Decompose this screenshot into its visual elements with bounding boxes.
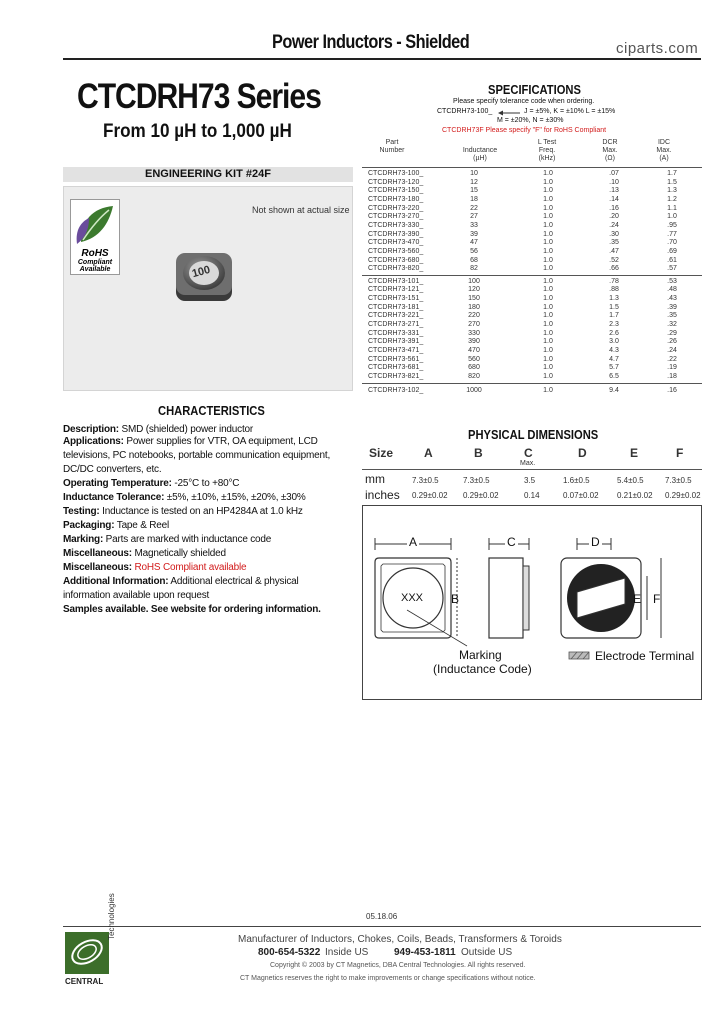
spec-cell-part: CTCDRH73-561_	[368, 355, 424, 363]
spec-cell-dcr: 1.7	[609, 312, 619, 320]
spec-cell-ind: 100	[468, 277, 480, 285]
spec-table-row	[362, 321, 702, 329]
rohs-order-note: CTCDRH73F Please specify "F" for RoHS Compliant	[442, 127, 607, 134]
revision-date: 05.18.06	[366, 912, 398, 921]
dim-label-e: E	[633, 592, 642, 606]
spec-cell-freq: 1.0	[543, 178, 553, 186]
characteristic-label: Additional Information:	[63, 576, 169, 587]
dimension-value-inches: 0.29±0.02	[412, 491, 448, 500]
spec-cell-freq: 1.0	[543, 221, 553, 229]
side-view-outline	[489, 538, 529, 638]
spec-cell-part: CTCDRH73-391_	[368, 338, 424, 346]
dimensions-rule	[362, 469, 702, 470]
characteristic-label: Marking:	[63, 534, 104, 545]
spec-cell-part: CTCDRH73-100_	[368, 170, 424, 177]
spec-cell-freq: 1.0	[543, 295, 553, 303]
spec-cell-idc: .22	[667, 355, 677, 363]
spec-table-row	[362, 239, 702, 247]
spec-table-row	[362, 213, 702, 221]
characteristic-line	[63, 590, 209, 602]
characteristic-label: Miscellaneous:	[63, 562, 132, 573]
dimension-header: D	[578, 446, 587, 460]
spec-cell-idc: .35	[667, 312, 677, 320]
spec-cell-dcr: 4.3	[609, 347, 619, 354]
characteristic-line	[63, 562, 246, 574]
spec-cell-part: CTCDRH73-221_	[368, 312, 424, 320]
spec-table-row	[362, 312, 702, 320]
header-divider	[63, 58, 701, 60]
spec-cell-idc: .24	[667, 347, 677, 354]
spec-cell-dcr: 1.5	[609, 303, 619, 311]
characteristic-value: Inductance is tested on an HP4284A at 1.0 kHz	[102, 506, 303, 517]
characteristic-line	[63, 534, 271, 546]
arrow-icon	[498, 110, 520, 116]
dimension-value-inches: 0.14	[524, 491, 540, 500]
characteristic-line	[63, 436, 318, 448]
spec-cell-idc: .57	[667, 265, 677, 273]
spec-table-row	[362, 196, 702, 204]
spec-cell-dcr: .88	[609, 286, 619, 294]
spec-cell-dcr: 1.3	[609, 295, 619, 303]
marking-code: XXX	[401, 592, 424, 604]
spec-table-row	[362, 373, 702, 381]
characteristic-line	[63, 506, 303, 518]
dimension-header: A	[424, 446, 433, 460]
dimension-value-mm: 3.5	[524, 476, 536, 485]
characteristic-label: Testing:	[63, 506, 100, 517]
dimension-value-mm: 7.3±0.5	[412, 476, 439, 485]
dimension-value-mm: 1.6±0.5	[563, 476, 590, 485]
series-title: CTCDRH73 Series	[77, 77, 321, 116]
spec-column-header: (Ω)	[605, 155, 615, 162]
spec-cell-idc: 1.5	[667, 178, 677, 186]
characteristic-value: -25°C to +80°C	[174, 478, 240, 489]
dimension-value-inches: 0.29±0.02	[463, 491, 499, 500]
spec-cell-ind: 82	[470, 265, 478, 273]
header-title: Power Inductors - Shielded	[272, 32, 470, 53]
spec-table-row	[362, 257, 702, 265]
spec-cell-part: CTCDRH73-680_	[368, 256, 424, 264]
spec-cell-freq: 1.0	[543, 355, 553, 363]
spec-cell-freq: 1.0	[543, 247, 553, 255]
characteristic-value: Power supplies for VTR, OA equipment, LCD	[126, 436, 318, 447]
dimension-value-mm: 7.3±0.5	[665, 476, 692, 485]
characteristic-value: Additional electrical & physical	[170, 576, 299, 587]
spec-cell-freq: 1.0	[543, 187, 553, 195]
spec-cell-dcr: .16	[609, 204, 619, 212]
dimension-header: Size	[369, 446, 394, 460]
footer-inside-label: Inside US	[325, 947, 369, 958]
top-view-outline	[375, 538, 460, 638]
footer-outside-label: Outside US	[461, 947, 513, 958]
characteristic-label: Samples available. See website for ordering information.	[63, 604, 321, 615]
characteristic-label: Description:	[63, 424, 119, 435]
spec-cell-idc: .18	[667, 372, 677, 380]
electrode-label: Electrode Terminal	[595, 649, 695, 663]
characteristic-label: Operating Temperature:	[63, 478, 172, 489]
spec-cell-idc: .29	[667, 329, 677, 337]
spec-table-row	[362, 304, 702, 312]
spec-cell-part: CTCDRH73-390_	[368, 230, 424, 238]
spec-cell-freq: 1.0	[543, 303, 553, 311]
spec-cell-idc: .39	[667, 303, 677, 311]
dimension-value-inches: 0.21±0.02	[617, 491, 653, 500]
spec-cell-freq: 1.0	[543, 321, 553, 329]
bottom-view-outline	[561, 538, 661, 638]
characteristic-line	[63, 424, 253, 436]
spec-column-header: IDC	[657, 139, 671, 146]
characteristic-line	[63, 464, 161, 476]
spec-cell-dcr: .10	[609, 178, 619, 186]
spec-cell-freq: 1.0	[543, 204, 553, 212]
spec-cell-idc: 1.2	[667, 195, 677, 203]
engineering-kit-label: ENGINEERING KIT #24F	[63, 167, 353, 182]
spec-cell-ind: 330	[468, 329, 480, 337]
specifications-title: SPECIFICATIONS	[488, 82, 581, 97]
spec-cell-part: CTCDRH73-471_	[368, 347, 424, 354]
dimension-drawing	[362, 505, 702, 700]
spec-column-header: DCR	[602, 139, 618, 146]
characteristic-line	[63, 576, 299, 588]
spec-cell-dcr: .24	[609, 221, 619, 229]
spec-table-row	[362, 278, 702, 286]
characteristic-line	[63, 604, 321, 616]
spec-cell-dcr: 6.5	[609, 372, 619, 380]
rohs-compliant	[71, 259, 119, 273]
spec-table-row	[362, 286, 702, 294]
inductor-image	[172, 249, 236, 310]
dim-label-c: C	[507, 535, 516, 549]
spec-table-row	[362, 295, 702, 303]
footer-divider	[63, 926, 701, 927]
spec-cell-dcr: 2.6	[609, 329, 619, 337]
spec-cell-dcr: .07	[609, 170, 619, 177]
spec-cell-dcr: .20	[609, 213, 619, 221]
spec-cell-freq: 1.0	[543, 364, 553, 372]
characteristic-value: televisions, PC notebooks, portable communication equipment,	[63, 450, 331, 461]
spec-cell-ind: 820	[468, 372, 480, 380]
spec-cell-idc: .16	[667, 386, 677, 394]
spec-cell-part: CTCDRH73-101_	[368, 277, 424, 285]
marking-sublabel: (Inductance Code)	[433, 662, 532, 676]
dimension-header: E	[630, 446, 639, 460]
spec-table-row	[362, 364, 702, 372]
dimension-value-inches: 0.07±0.02	[563, 491, 599, 500]
dimensions-title: PHYSICAL DIMENSIONS	[468, 427, 599, 442]
dimension-value-inches: 0.29±0.02	[665, 491, 701, 500]
spec-cell-part: CTCDRH73-220_	[368, 204, 424, 212]
spec-cell-ind: 68	[470, 256, 478, 264]
spec-table-row	[362, 205, 702, 213]
spec-cell-ind: 470	[468, 347, 480, 354]
spec-column-header: (A)	[659, 155, 669, 162]
spec-column-header: Part	[385, 139, 399, 146]
rohs-title: RoHS	[81, 248, 109, 259]
central-logo	[63, 893, 121, 993]
footer-phone-outside[interactable]: 949-453-1811	[394, 947, 456, 958]
spec-cell-idc: .43	[667, 295, 677, 303]
characteristic-value: information available upon request	[63, 590, 210, 601]
dimension-header: C	[524, 446, 533, 460]
logo-text: CENTRAL	[65, 977, 104, 986]
series-range: From 10 µH to 1,000 µH	[103, 121, 292, 142]
spec-cell-freq: 1.0	[543, 213, 553, 221]
spec-cell-idc: .53	[667, 277, 677, 285]
spec-cell-dcr: .52	[609, 256, 619, 264]
dim-label-d: D	[591, 535, 600, 549]
spec-cell-ind: 56	[470, 247, 478, 255]
footer-notice: CT Magnetics reserves the right to make improvements or change specifications without notice.	[240, 975, 536, 982]
dimensions-inches-label: inches	[365, 488, 400, 502]
spec-cell-part: CTCDRH73-821_	[368, 372, 424, 380]
spec-cell-dcr: .30	[609, 230, 619, 238]
spec-cell-ind: 220	[468, 312, 480, 320]
spec-cell-ind: 390	[468, 338, 480, 346]
spec-cell-ind: 27	[470, 213, 478, 221]
tolerance-example: CTCDRH73-100_	[437, 108, 493, 115]
spec-cell-ind: 560	[468, 355, 480, 363]
dimension-value-mm: 5.4±0.5	[617, 476, 644, 485]
characteristic-label: Packaging:	[63, 520, 115, 531]
spec-cell-freq: 1.0	[543, 347, 553, 354]
characteristic-line	[63, 492, 306, 504]
characteristic-value: ±5%, ±10%, ±15%, ±20%, ±30%	[166, 492, 306, 503]
spec-cell-freq: 1.0	[543, 286, 553, 294]
photo-note: Not shown at actual size	[252, 205, 350, 215]
dimension-value-mm: 7.3±0.5	[463, 476, 490, 485]
spec-table-row	[362, 187, 702, 195]
spec-cell-dcr: 4.7	[609, 355, 619, 363]
characteristic-line	[63, 478, 239, 490]
spec-cell-part: CTCDRH73-102_	[368, 386, 424, 394]
spec-cell-part: CTCDRH73-120_	[368, 178, 424, 186]
spec-cell-freq: 1.0	[543, 312, 553, 320]
characteristic-line	[63, 450, 330, 462]
inductor-marking: 100	[190, 263, 212, 281]
spec-cell-ind: 180	[468, 303, 480, 311]
spec-column-header: Max.	[656, 147, 672, 154]
dim-label-a: A	[409, 535, 418, 549]
spec-table-row	[362, 265, 702, 273]
dim-label-f: F	[653, 592, 661, 606]
dimensions-mm-label: mm	[365, 472, 385, 486]
spec-cell-part: CTCDRH73-150_	[368, 187, 424, 195]
spec-cell-idc: .26	[667, 338, 677, 346]
spec-cell-ind: 15	[470, 187, 478, 195]
spec-cell-idc: 1.3	[667, 187, 677, 195]
spec-cell-idc: 1.7	[667, 170, 677, 177]
spec-cell-idc: .19	[667, 364, 677, 372]
spec-cell-part: CTCDRH73-181_	[368, 303, 424, 311]
spec-cell-part: CTCDRH73-820_	[368, 265, 424, 273]
spec-table-row	[362, 347, 702, 355]
spec-cell-dcr: .47	[609, 247, 619, 255]
spec-column-header: (µH)	[473, 155, 487, 162]
spec-cell-part: CTCDRH73-180_	[368, 195, 424, 203]
spec-cell-freq: 1.0	[543, 256, 553, 264]
spec-cell-freq: 1.0	[543, 265, 553, 273]
spec-cell-ind: 22	[470, 204, 478, 212]
marking-label: Marking	[459, 648, 502, 662]
spec-column-header: (kHz)	[538, 155, 556, 162]
spec-cell-dcr: 3.0	[609, 338, 619, 346]
spec-cell-idc: 1.0	[667, 213, 677, 221]
characteristic-line	[63, 548, 226, 560]
characteristic-line	[63, 520, 169, 532]
spec-group-rule	[362, 383, 702, 384]
spec-cell-freq: 1.0	[543, 338, 553, 346]
tolerance-note: Please specify tolerance code when ordering.	[453, 98, 595, 105]
spec-cell-idc: .95	[667, 221, 677, 229]
spec-cell-ind: 150	[468, 295, 480, 303]
rohs-compliant-word: Compliant	[77, 259, 113, 266]
spec-cell-ind: 120	[468, 286, 480, 294]
spec-cell-ind: 10	[470, 170, 478, 177]
spec-cell-dcr: 2.3	[609, 321, 619, 329]
characteristics-title: CHARACTERISTICS	[158, 403, 265, 418]
header-site[interactable]: ciparts.com	[616, 40, 699, 57]
spec-table-row	[362, 179, 702, 187]
tolerance-codes-b: M = ±20%, N = ±30%	[497, 117, 564, 124]
spec-cell-part: CTCDRH73-121_	[368, 286, 424, 294]
spec-cell-part: CTCDRH73-270_	[368, 213, 424, 221]
spec-cell-dcr: .78	[609, 277, 619, 285]
characteristic-value: SMD (shielded) power inductor	[121, 424, 254, 435]
spec-cell-dcr: .66	[609, 265, 619, 273]
spec-table-row	[362, 222, 702, 230]
spec-cell-freq: 1.0	[543, 386, 553, 394]
spec-cell-part: CTCDRH73-330_	[368, 221, 424, 229]
spec-cell-part: CTCDRH73-271_	[368, 321, 424, 329]
rohs-available-word: Available	[79, 266, 111, 273]
spec-table-row	[362, 330, 702, 338]
characteristic-value: Tape & Reel	[116, 520, 170, 531]
spec-table-row	[362, 231, 702, 239]
characteristic-value: Parts are marked with inductance code	[105, 534, 272, 545]
characteristic-value: DC/DC converters, etc.	[63, 464, 162, 475]
rohs-leaf-icon	[71, 200, 121, 248]
spec-cell-freq: 1.0	[543, 277, 553, 285]
spec-cell-ind: 33	[470, 221, 478, 229]
characteristic-value: Magnetically shielded	[134, 548, 226, 559]
spec-cell-freq: 1.0	[543, 195, 553, 203]
spec-cell-idc: .69	[667, 247, 677, 255]
product-photo	[63, 186, 353, 391]
dimension-c-note: Max.	[520, 460, 536, 467]
dimension-header: F	[676, 446, 684, 460]
dim-label-b: B	[451, 592, 460, 606]
footer-tagline: Manufacturer of Inductors, Chokes, Coils, Beads, Transformers & Toroids	[238, 934, 562, 945]
spec-cell-dcr: .35	[609, 239, 619, 247]
spec-cell-freq: 1.0	[543, 170, 553, 177]
spec-cell-ind: 270	[468, 321, 480, 329]
characteristic-value: RoHS Compliant available	[134, 562, 247, 573]
spec-cell-dcr: .14	[609, 195, 619, 203]
spec-cell-freq: 1.0	[543, 239, 553, 247]
dimension-header: B	[474, 446, 483, 460]
spec-cell-idc: .77	[667, 230, 677, 238]
spec-cell-ind: 39	[470, 230, 478, 238]
spec-column-header: Number	[379, 147, 405, 154]
spec-cell-dcr: 9.4	[609, 386, 619, 394]
spec-cell-idc: .32	[667, 321, 677, 329]
spec-table-row	[362, 170, 702, 178]
spec-cell-idc: .61	[667, 256, 677, 264]
spec-cell-part: CTCDRH73-331_	[368, 329, 424, 337]
spec-column-header: Inductance	[462, 147, 498, 154]
characteristic-label: Applications:	[63, 436, 124, 447]
spec-cell-dcr: .13	[609, 187, 619, 195]
spec-cell-idc: .70	[667, 239, 677, 247]
spec-cell-ind: 1000	[466, 386, 482, 394]
spec-cell-freq: 1.0	[543, 230, 553, 238]
spec-cell-ind: 680	[468, 364, 480, 372]
tolerance-codes-a: J = ±5%, K = ±10% L = ±15%	[524, 108, 616, 115]
spec-cell-part: CTCDRH73-151_	[368, 295, 424, 303]
spec-cell-part: CTCDRH73-560_	[368, 247, 424, 255]
spec-cell-ind: 18	[470, 195, 478, 203]
spec-cell-idc: .48	[667, 286, 677, 294]
characteristic-label: Miscellaneous:	[63, 548, 132, 559]
spec-header-rule	[362, 167, 702, 168]
spec-group-rule	[362, 275, 702, 276]
spec-cell-ind: 47	[470, 239, 478, 247]
logo-side-text: Technologies	[107, 893, 116, 940]
spec-cell-part: CTCDRH73-470_	[368, 239, 424, 247]
spec-cell-idc: 1.1	[667, 204, 677, 212]
spec-table-row	[362, 338, 702, 346]
characteristic-label: Inductance Tolerance:	[63, 492, 165, 503]
spec-column-header: Max.	[602, 147, 618, 154]
spec-cell-freq: 1.0	[543, 372, 553, 380]
footer-copyright: Copyright © 2003 by CT Magnetics, DBA Central Technologies. All rights reserved.	[270, 962, 526, 969]
spec-column-header: L Test	[537, 139, 557, 146]
spec-table-row	[362, 387, 702, 395]
spec-cell-dcr: 5.7	[609, 364, 619, 372]
spec-column-header: Freq.	[538, 147, 556, 154]
spec-table-row	[362, 356, 702, 364]
spec-cell-freq: 1.0	[543, 329, 553, 337]
spec-cell-ind: 12	[470, 178, 478, 186]
spec-cell-part: CTCDRH73-681_	[368, 364, 424, 372]
footer-phone-inside[interactable]: 800-654-5322	[258, 947, 321, 958]
rohs-logo	[70, 199, 120, 275]
spec-table-row	[362, 248, 702, 256]
